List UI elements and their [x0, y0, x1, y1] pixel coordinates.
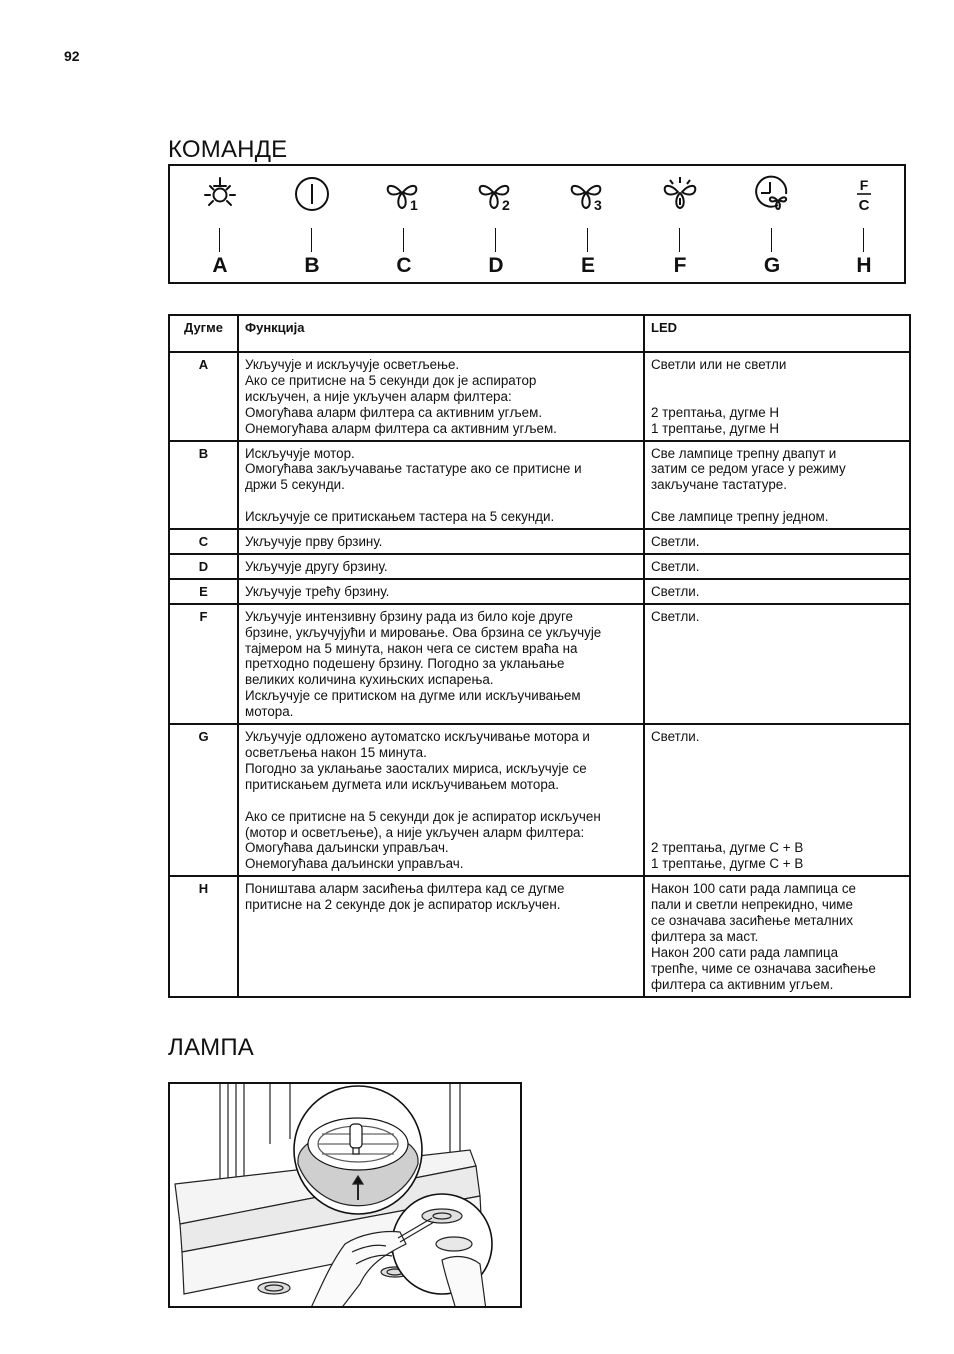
- row-function-cell: [238, 604, 644, 724]
- function-line: Поништава аларм засићења филтера кад се дугме: [245, 881, 565, 897]
- function-line: брзине, укључујући и мировање. Ова брзина се укључује: [245, 624, 602, 640]
- row-button-letter: G: [169, 724, 238, 876]
- filter-c-label: C: [858, 197, 870, 214]
- function-line: Искључује мотор.: [245, 445, 355, 461]
- function-line: (мотор и осветљење), а није укључен аларм филтера:: [245, 824, 585, 840]
- led-line: [651, 793, 903, 809]
- row-function-cell: [238, 529, 644, 554]
- led-line: 2 трептања, дугме H: [651, 404, 780, 420]
- function-line: мотора.: [245, 704, 294, 720]
- page-number: 92: [64, 48, 80, 64]
- function-table: [168, 314, 911, 998]
- timer-fan-icon: [752, 174, 792, 214]
- function-line: Искључује се притискањем тастера на 5 секунди.: [245, 509, 555, 525]
- function-line: Укључује другу брзину.: [245, 558, 388, 574]
- row-function-cell: [238, 441, 644, 530]
- header-led: LED: [644, 315, 910, 352]
- row-button-letter: C: [169, 529, 238, 554]
- row-function-cell: [238, 352, 644, 441]
- row-led-cell: [644, 441, 910, 530]
- control-g-tick: [771, 228, 772, 252]
- led-line: Након 200 сати рада лампица: [651, 944, 839, 960]
- led-line: 1 трептање, дугме C + B: [651, 856, 804, 872]
- led-line: Светли.: [651, 558, 700, 574]
- filter-f-label: F: [859, 177, 869, 193]
- control-g: [742, 166, 802, 282]
- function-line: Ако се притисне на 5 секунди док је аспиратор искључен: [245, 808, 601, 824]
- table-row: [169, 352, 910, 441]
- led-line: пали и светли непрекидно, чиме: [651, 897, 853, 913]
- function-line: Омогућава даљински управљач.: [245, 840, 449, 856]
- speed-subscript: 3: [594, 197, 602, 213]
- table-row: [169, 579, 910, 604]
- row-button-letter: H: [169, 876, 238, 996]
- table-row: [169, 604, 910, 724]
- row-function-cell: [238, 724, 644, 876]
- function-line: Онемогућава даљински управљач.: [245, 856, 464, 872]
- function-line: притискањем дугмета или искључивањем мотора.: [245, 776, 559, 792]
- control-g-letter: G: [763, 254, 781, 277]
- function-line: Омогућава аларм филтера са активним угљем.: [245, 404, 543, 420]
- led-line: Светли.: [651, 583, 700, 599]
- function-line: Ако се притисне на 5 секунди док је аспиратор: [245, 372, 537, 388]
- row-button-letter: B: [169, 441, 238, 530]
- led-line: Светли или не светли: [651, 357, 787, 372]
- control-c-letter: C: [396, 254, 412, 277]
- control-panel: [168, 164, 906, 284]
- led-line: [651, 824, 903, 840]
- function-line: Укључује интензивну брзину рада из било које друге: [245, 608, 573, 624]
- table-row: [169, 876, 910, 996]
- function-line: Укључује трећу брзину.: [245, 583, 390, 599]
- control-b: [282, 166, 342, 282]
- function-line: притисне на 2 секунде док је аспиратор искључен.: [245, 897, 561, 913]
- led-line: закључане тастатуре.: [651, 477, 787, 493]
- led-line: Светли.: [651, 729, 700, 745]
- table-row: [169, 529, 910, 554]
- table-row: [169, 441, 910, 530]
- led-line: Након 100 сати рада лампица се: [651, 881, 856, 897]
- row-button-letter: F: [169, 604, 238, 724]
- table-row: [169, 724, 910, 876]
- control-f-tick: [679, 228, 680, 252]
- speed-subscript: 2: [502, 197, 510, 213]
- control-e: [558, 166, 618, 282]
- fan-intensive-icon: [660, 174, 700, 214]
- lamp-drawing: [170, 1084, 522, 1308]
- section-title-controls: КОМАНДЕ: [168, 136, 288, 163]
- row-led-cell: [644, 876, 910, 996]
- row-led-cell: [644, 604, 910, 724]
- control-c-tick: [403, 228, 404, 252]
- led-line: филтера за маст.: [651, 928, 759, 944]
- function-line: осветљења након 15 минута.: [245, 745, 427, 761]
- led-line: [651, 373, 903, 389]
- speed-subscript: 1: [410, 197, 418, 213]
- fan-speed-3-icon: [568, 174, 608, 214]
- function-line: искључен, а није укључен аларм филтера:: [245, 388, 512, 404]
- led-line: затим се редом угасе у режиму: [651, 461, 846, 477]
- control-f: [650, 166, 710, 282]
- header-button: Дугме: [169, 315, 238, 352]
- led-line: [651, 777, 903, 793]
- led-line: филтера са активним угљем.: [651, 976, 834, 992]
- filter-reset-icon: [844, 174, 884, 214]
- row-led-cell: [644, 529, 910, 554]
- row-function-cell: [238, 554, 644, 579]
- led-line: трепће, чиме се означава засићење: [651, 960, 876, 976]
- led-line: Светли.: [651, 608, 700, 624]
- function-line: Укључује и искључује осветљење.: [245, 357, 460, 372]
- row-button-letter: D: [169, 554, 238, 579]
- function-line: Искључује се притиском на дугме или искључивањем: [245, 688, 581, 704]
- power-icon: [292, 174, 332, 214]
- control-b-tick: [311, 228, 312, 252]
- led-line: Све лампице трепну двапут и: [651, 445, 837, 461]
- row-led-cell: [644, 554, 910, 579]
- led-line: Све лампице трепну једном.: [651, 509, 829, 525]
- led-line: [651, 493, 903, 509]
- table-header-row: [169, 315, 910, 352]
- control-f-letter: F: [673, 254, 687, 277]
- function-line: Укључује прву брзину.: [245, 534, 383, 550]
- function-line: Омогућава закључавање тастатуре ако се притисне и: [245, 461, 582, 477]
- row-function-cell: [238, 579, 644, 604]
- function-line: претходно подешену брзину. Погодно за уклањање: [245, 656, 565, 672]
- control-b-letter: B: [304, 254, 320, 277]
- led-line: 2 трептања, дугме C + B: [651, 840, 804, 856]
- control-d-letter: D: [488, 254, 504, 277]
- control-e-tick: [587, 228, 588, 252]
- control-h: [834, 166, 894, 282]
- led-line: [651, 809, 903, 825]
- row-led-cell: [644, 352, 910, 441]
- fan-speed-1-icon: [384, 174, 424, 214]
- led-line: [651, 761, 903, 777]
- row-led-cell: [644, 724, 910, 876]
- section-title-lamp: ЛАМПА: [168, 1034, 255, 1061]
- row-function-cell: [238, 876, 644, 996]
- light-bulb-icon: [200, 174, 240, 214]
- control-a-tick: [219, 228, 220, 252]
- function-line: [245, 793, 637, 809]
- control-e-letter: E: [580, 254, 595, 277]
- header-function: Функција: [238, 315, 644, 352]
- control-d-tick: [495, 228, 496, 252]
- function-line: Погодно за уклањање заосталих мириса, искључује се: [245, 760, 587, 776]
- control-h-letter: H: [856, 254, 872, 277]
- function-line: Укључује одложено аутоматско искључивање мотора и: [245, 729, 590, 745]
- row-led-cell: [644, 579, 910, 604]
- row-button-letter: E: [169, 579, 238, 604]
- control-a-letter: A: [212, 254, 228, 277]
- lamp-replacement-illustration: [168, 1082, 522, 1308]
- control-h-tick: [863, 228, 864, 252]
- control-d: [466, 166, 526, 282]
- control-c: [374, 166, 434, 282]
- row-button-letter: A: [169, 352, 238, 441]
- function-line: држи 5 секунди.: [245, 477, 345, 493]
- led-line: 1 трептање, дугме H: [651, 420, 780, 436]
- function-line: тајмером на 5 минута, након чега се систем враћа на: [245, 640, 578, 656]
- control-a: [190, 166, 250, 282]
- table-row: [169, 554, 910, 579]
- function-line: [245, 493, 637, 509]
- led-line: [651, 389, 903, 405]
- fan-speed-2-icon: [476, 174, 516, 214]
- led-line: Светли.: [651, 534, 700, 550]
- function-line: Онемогућава аларм филтера са активним угљем.: [245, 420, 557, 436]
- function-line: великих количина кухињских испарења.: [245, 672, 494, 688]
- led-line: се означава засићење металних: [651, 913, 854, 929]
- led-line: [651, 745, 903, 761]
